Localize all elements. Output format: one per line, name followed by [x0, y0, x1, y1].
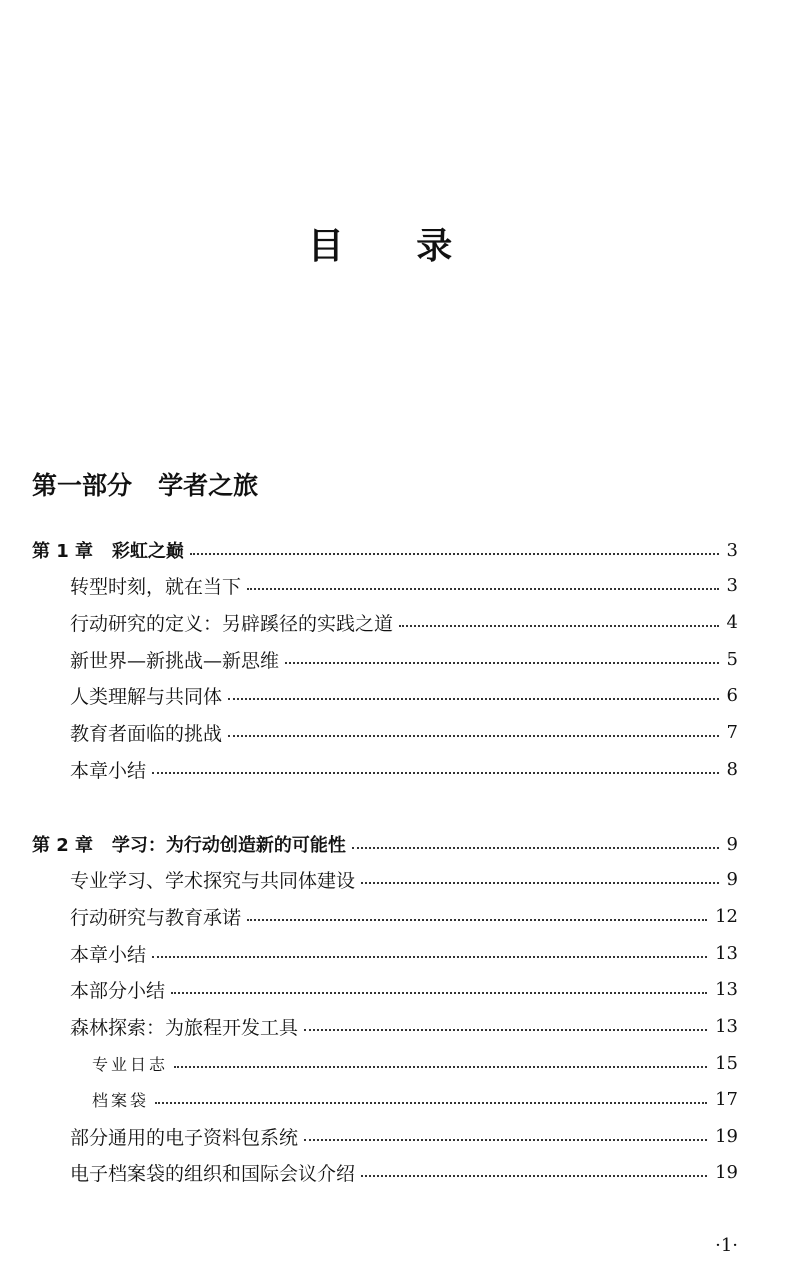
page-number: ·1·: [715, 1235, 738, 1256]
toc-label: 本部分小结: [70, 979, 166, 1002]
toc-label: 人类理解与共同体: [70, 685, 223, 708]
toc-label: 森林探索：为旅程开发工具: [70, 1016, 299, 1039]
toc-section: [0, 898, 790, 934]
toc-page: 3: [726, 574, 738, 596]
leader-dots: [361, 1175, 707, 1177]
leader-dots: [152, 956, 707, 958]
toc-page: 13: [715, 1015, 738, 1037]
toc-page: 17: [715, 1088, 738, 1110]
toc-page: 8: [726, 758, 738, 780]
toc-label: 第 1 章 彩虹之巅: [32, 541, 184, 562]
page-title: 目 录: [307, 226, 483, 267]
toc-page: 4: [726, 611, 738, 633]
leader-dots: [228, 698, 719, 700]
toc-label: 新世界—新挑战—新思维: [70, 649, 280, 672]
leader-dots: [361, 882, 719, 884]
toc-label: 转型时刻，就在当下: [70, 575, 242, 598]
toc-section: [0, 1008, 790, 1044]
toc-page: 7: [726, 721, 738, 743]
toc-section: [0, 1154, 790, 1190]
toc-label: 第 2 章 学习：为行动创造新的可能性: [32, 835, 346, 856]
toc-label: 教育者面临的挑战: [70, 722, 223, 745]
leader-dots: [304, 1029, 707, 1031]
toc-section: [0, 604, 790, 640]
toc-label: 部分通用的电子资料包系统: [70, 1126, 299, 1149]
toc-subsection: [0, 1045, 790, 1081]
toc-label: 本章小结: [70, 759, 147, 782]
leader-dots: [171, 992, 707, 994]
toc-section: [0, 751, 790, 787]
leader-dots: [190, 553, 719, 555]
toc-label: 本章小结: [70, 943, 147, 966]
toc-section: [0, 971, 790, 1007]
toc-page: 13: [715, 978, 738, 1000]
toc-label: 电子档案袋的组织和国际会议介绍: [70, 1162, 356, 1185]
leader-dots: [247, 919, 707, 921]
toc-label: 档案袋: [92, 1090, 150, 1110]
toc-page: 19: [715, 1125, 738, 1147]
toc-page: 9: [726, 868, 738, 890]
part-title: 第一部分 学者之旅: [32, 471, 259, 500]
toc-label: 专业学习、学术探究与共同体建设: [70, 869, 356, 892]
toc-page: 12: [715, 905, 738, 927]
leader-dots: [155, 1102, 707, 1104]
leader-dots: [152, 772, 719, 774]
leader-dots: [304, 1139, 707, 1141]
leader-dots: [399, 625, 719, 627]
toc-subsection: [0, 1081, 790, 1117]
toc-chapter-2: [0, 826, 790, 862]
leader-dots: [285, 662, 719, 664]
toc-label: 行动研究的定义：另辟蹊径的实践之道: [70, 612, 394, 635]
toc-section: [0, 935, 790, 971]
toc-page: 9: [726, 833, 738, 855]
toc-section: [0, 861, 790, 897]
leader-dots: [352, 847, 719, 849]
toc-label: 行动研究与教育承诺: [70, 906, 242, 929]
toc-section: [0, 641, 790, 677]
leader-dots: [247, 588, 719, 590]
toc-page: 15: [715, 1052, 738, 1074]
toc-page: 5: [726, 648, 738, 670]
toc-chapter-1: [0, 532, 790, 568]
toc-label: 专业日志: [92, 1054, 169, 1074]
toc-section: [0, 567, 790, 603]
toc-page: 13: [715, 942, 738, 964]
leader-dots: [228, 735, 719, 737]
toc-page: 3: [726, 539, 738, 561]
toc-section: [0, 677, 790, 713]
toc-section: [0, 714, 790, 750]
toc-page: 6: [726, 684, 738, 706]
toc-section: [0, 1118, 790, 1154]
toc-page: 19: [715, 1161, 738, 1183]
leader-dots: [174, 1066, 707, 1068]
